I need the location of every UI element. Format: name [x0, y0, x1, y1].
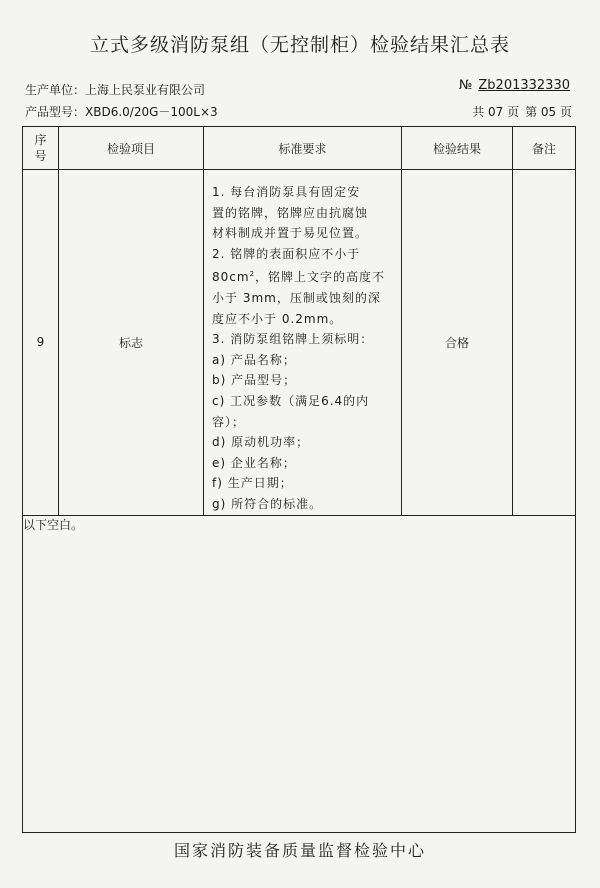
area-line: $80cm^2$，铭牌上文字的高度不 [212, 270, 386, 285]
page-info [466, 103, 572, 120]
table-header-row [23, 127, 576, 170]
issuer-footer: 国家消防装备质量监督检验中心 [173, 841, 426, 860]
table-row [23, 170, 576, 516]
report-no-value: Zb201332330 [478, 78, 570, 93]
header-remark: 备注 [513, 127, 576, 170]
blank-note: 以下空白。 [23, 515, 576, 832]
report-no-symbol: № [458, 78, 473, 93]
blank-row [23, 515, 576, 832]
document-title: 立式多级消防泵组（无控制柜）检验结果汇总表 [89, 34, 510, 56]
producer-line: 生产单位：上海上民泵业有限公司 [25, 83, 206, 97]
header-seq: 序 号 [23, 127, 59, 170]
header-standard: 标准要求 [204, 127, 402, 170]
header-item: 检验项目 [59, 127, 204, 170]
row-standard: 1. 每台消防泵具有固定安 置的铭牌，铭牌应由抗腐蚀 材料制成并置于易见位置。 2. 铭牌的表面积应不小于 $80cm^2$，铭牌上文字的高度不 小于 3mm，压制或蚀刻的深 度应不小于 0.2mm。 3. 消防泵组铭牌上须标明： a) 产品名称； b) 产品型号； c) 工况参数（满足6.4的内 容）； d) 原动机功率； e) 企业名称； f) 生产日期； g) 所符合的标准。 [204, 170, 402, 516]
results-table [22, 126, 576, 833]
report-number [459, 78, 570, 93]
row-result: 合格 [402, 170, 513, 516]
page-number: 第 05 页 [525, 105, 572, 119]
header-result: 检验结果 [402, 127, 513, 170]
total-pages: 共 07 页 [472, 105, 520, 119]
row-remark [513, 170, 576, 516]
row-seq: 9 [23, 170, 59, 516]
row-item: 标志 [59, 170, 204, 516]
model-line: 产品型号：XBD6.0/20G－100L×3 [25, 105, 218, 119]
